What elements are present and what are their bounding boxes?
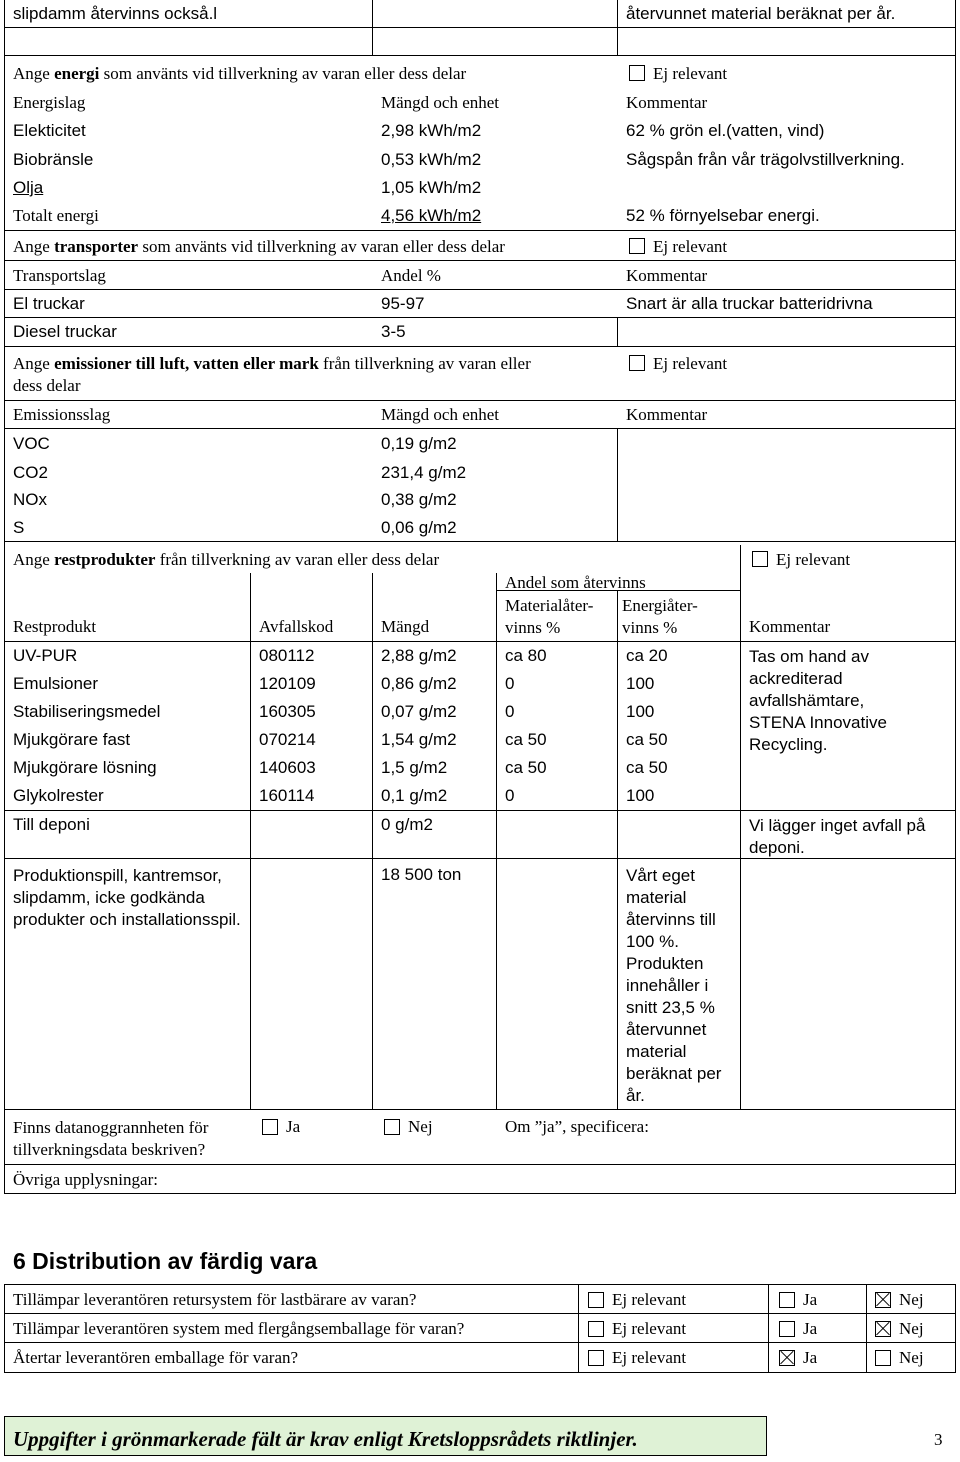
residual-row-product: Mjukgörare lösning	[13, 758, 157, 777]
residual-row-code: 070214	[259, 730, 316, 749]
energy-row-amount: 1,05 kWh/m2	[381, 178, 482, 197]
residual-row-product: UV-PUR	[13, 646, 78, 665]
residual-header-amount: Mängd	[381, 617, 430, 636]
residual-row-product: Stabiliseringsmedel	[13, 702, 161, 721]
dist-no-label: Nej	[899, 1348, 924, 1367]
spill-label: Produktionspill, kantremsor, slipdamm, icke godkända produkter och installationsspil.	[13, 866, 241, 929]
residual-header-energy: Energiåter-	[622, 596, 698, 615]
deposit-amount: 0 g/m2	[381, 815, 433, 834]
residual-header-material-unit: vinns %	[505, 618, 561, 637]
other-info-label: Övriga upplysningar:	[13, 1170, 158, 1189]
dist-not-relevant-checkbox[interactable]	[588, 1292, 604, 1308]
residual-row-code: 160305	[259, 702, 316, 721]
residual-prompt: Ange restprodukter från tillverkning av varan eller dess delar	[13, 550, 440, 569]
residual-row-energy: 100	[626, 674, 655, 693]
residual-header-code: Avfallskod	[259, 617, 334, 636]
dist-yes-label: Ja	[803, 1290, 818, 1309]
distribution-question: Återtar leverantören emballage för varan?	[13, 1348, 299, 1367]
emissions-header-comment: Kommentar	[626, 405, 708, 424]
energy-not-relevant-checkbox[interactable]	[629, 65, 645, 81]
residual-header-comment: Kommentar	[749, 617, 831, 636]
dist-yes-label: Ja	[803, 1348, 818, 1367]
residual-row-product: Emulsioner	[13, 674, 99, 693]
spill-amount: 18 500 ton	[381, 865, 462, 884]
page-number: 3	[934, 1430, 943, 1449]
residual-row-code: 120109	[259, 674, 316, 693]
emissions-row-amount: 231,4 g/m2	[381, 463, 467, 482]
dist-yes-checkbox-checked[interactable]	[779, 1350, 795, 1366]
distribution-question: Tillämpar leverantören system med flergångsemballage för varan?	[13, 1319, 465, 1338]
residual-not-relevant-label: Ej relevant	[776, 550, 851, 569]
energy-row-comment: Sågspån från vår trägolvstillverkning.	[626, 150, 905, 169]
dist-no-label: Nej	[899, 1290, 924, 1309]
residual-header-energy-unit: vinns %	[622, 618, 678, 637]
spill-comment: Vårt eget material återvinns till 100 %. Produkten innehåller i snitt 23,5 % återvunnet material beräknat per år.	[626, 866, 722, 1105]
dist-not-relevant-label: Ej relevant	[612, 1290, 687, 1309]
energy-header-type: Energislag	[13, 93, 86, 112]
top-left-text: slipdamm återvinns också.l	[13, 4, 218, 23]
residual-row-amount: 1,5 g/m2	[381, 758, 448, 777]
energy-row-comment: 62 % grön el.(vatten, vind)	[626, 121, 825, 140]
residual-row-material: ca 50	[505, 758, 547, 777]
dist-yes-label: Ja	[803, 1319, 818, 1338]
residual-row-energy: ca 50	[626, 758, 668, 777]
energy-not-relevant-label: Ej relevant	[653, 64, 728, 83]
accuracy-specify-label: Om ”ja”, specificera:	[505, 1117, 649, 1136]
transport-row-share: 95-97	[381, 294, 425, 313]
energy-header-amount: Mängd och enhet	[381, 93, 500, 112]
energy-row-amount: 2,98 kWh/m2	[381, 121, 482, 140]
residual-row-material: ca 80	[505, 646, 547, 665]
transport-row-type: Diesel truckar	[13, 322, 117, 341]
deposit-label: Till deponi	[13, 815, 90, 834]
residual-share-header: Andel som återvinns	[505, 573, 646, 592]
emissions-prompt: Ange emissioner till luft, vatten eller mark från tillverkning av varan eller	[13, 354, 531, 373]
accuracy-yes-checkbox[interactable]	[262, 1119, 278, 1135]
accuracy-question: Finns datanoggrannheten för tillverkningsdata beskriven?	[13, 1118, 209, 1159]
residual-row-energy: 100	[626, 702, 655, 721]
residual-header-product: Restprodukt	[13, 617, 97, 636]
residual-not-relevant-checkbox[interactable]	[752, 551, 768, 567]
residual-row-amount: 2,88 g/m2	[381, 646, 457, 665]
energy-total-comment: 52 % förnyelsebar energi.	[626, 206, 820, 225]
dist-no-checkbox[interactable]	[875, 1350, 891, 1366]
dist-no-checkbox-checked[interactable]	[875, 1321, 891, 1337]
residual-row-code: 140603	[259, 758, 316, 777]
transport-row-type: El truckar	[13, 294, 85, 313]
dist-not-relevant-label: Ej relevant	[612, 1319, 687, 1338]
accuracy-yes-label: Ja	[286, 1117, 301, 1136]
emissions-header-type: Emissionsslag	[13, 405, 111, 424]
residual-row-code: 080112	[259, 646, 315, 665]
emissions-header-amount: Mängd och enhet	[381, 405, 500, 424]
dist-no-checkbox-checked[interactable]	[875, 1292, 891, 1308]
energy-total-amount: 4,56 kWh/m2	[381, 206, 482, 225]
transport-header-type: Transportslag	[13, 266, 106, 285]
energy-row-type: Olja	[13, 178, 44, 197]
emissions-row-amount: 0,38 g/m2	[381, 490, 457, 509]
energy-prompt: Ange energi som använts vid tillverkning av varan eller dess delar	[13, 64, 467, 83]
top-right-text: återvunnet material beräknat per år.	[626, 4, 896, 23]
residual-row-product: Glykolrester	[13, 786, 104, 805]
dist-yes-checkbox[interactable]	[779, 1321, 795, 1337]
residual-row-material: 0	[505, 786, 515, 805]
footer-note: Uppgifter i grönmarkerade fält är krav enligt Kretsloppsrådets riktlinjer.	[13, 1427, 638, 1451]
transport-row-share: 3-5	[381, 322, 406, 341]
residual-row-material: ca 50	[505, 730, 547, 749]
residual-row-energy: 100	[626, 786, 655, 805]
transport-not-relevant-checkbox[interactable]	[629, 238, 645, 254]
residual-row-amount: 0,86 g/m2	[381, 674, 457, 693]
energy-row-amount: 0,53 kWh/m2	[381, 150, 482, 169]
emissions-prompt-line2: dess delar	[13, 376, 81, 395]
accuracy-no-label: Nej	[408, 1117, 433, 1136]
deposit-comment: Vi lägger inget avfall på deponi.	[749, 816, 926, 857]
emissions-row-amount: 0,19 g/m2	[381, 434, 457, 453]
accuracy-no-checkbox[interactable]	[384, 1119, 400, 1135]
transport-not-relevant-label: Ej relevant	[653, 237, 728, 256]
emissions-row-type: S	[13, 518, 25, 537]
energy-header-comment: Kommentar	[626, 93, 708, 112]
dist-no-label: Nej	[899, 1319, 924, 1338]
transport-row-comment: Snart är alla truckar batteridrivna	[626, 294, 873, 313]
distribution-heading: 6 Distribution av färdig vara	[13, 1248, 318, 1274]
emissions-not-relevant-checkbox[interactable]	[629, 355, 645, 371]
dist-yes-checkbox[interactable]	[779, 1292, 795, 1308]
energy-row-type: Biobränsle	[13, 150, 94, 169]
energy-row-type: Elekticitet	[13, 121, 86, 140]
distribution-question: Tillämpar leverantören retursystem för lastbärare av varan?	[13, 1290, 417, 1309]
transport-header-comment: Kommentar	[626, 266, 708, 285]
energy-total-label: Totalt energi	[13, 206, 99, 225]
transport-header-share: Andel %	[381, 266, 441, 285]
transport-prompt: Ange transporter som använts vid tillverkning av varan eller dess delar	[13, 237, 505, 256]
residual-row-product: Mjukgörare fast	[13, 730, 131, 749]
residual-row-amount: 0,1 g/m2	[381, 786, 448, 805]
emissions-not-relevant-label: Ej relevant	[653, 354, 728, 373]
residual-row-material: 0	[505, 702, 515, 721]
residual-row-code: 160114	[259, 786, 315, 805]
residual-row-amount: 0,07 g/m2	[381, 702, 457, 721]
residual-row-material: 0	[505, 674, 515, 693]
emissions-row-amount: 0,06 g/m2	[381, 518, 457, 537]
residual-row-amount: 1,54 g/m2	[381, 730, 457, 749]
residual-header-material: Materialåter-	[505, 596, 594, 615]
dist-not-relevant-checkbox[interactable]	[588, 1350, 604, 1366]
dist-not-relevant-checkbox[interactable]	[588, 1321, 604, 1337]
residual-rows-comment: Tas om hand av ackrediterad avfallshämtare, STENA Innovative Recycling.	[749, 647, 887, 754]
residual-row-energy: ca 50	[626, 730, 668, 749]
dist-not-relevant-label: Ej relevant	[612, 1348, 687, 1367]
emissions-row-type: CO2	[13, 463, 48, 482]
residual-row-energy: ca 20	[626, 646, 668, 665]
emissions-row-type: NOx	[13, 490, 47, 509]
emissions-row-type: VOC	[13, 434, 50, 453]
